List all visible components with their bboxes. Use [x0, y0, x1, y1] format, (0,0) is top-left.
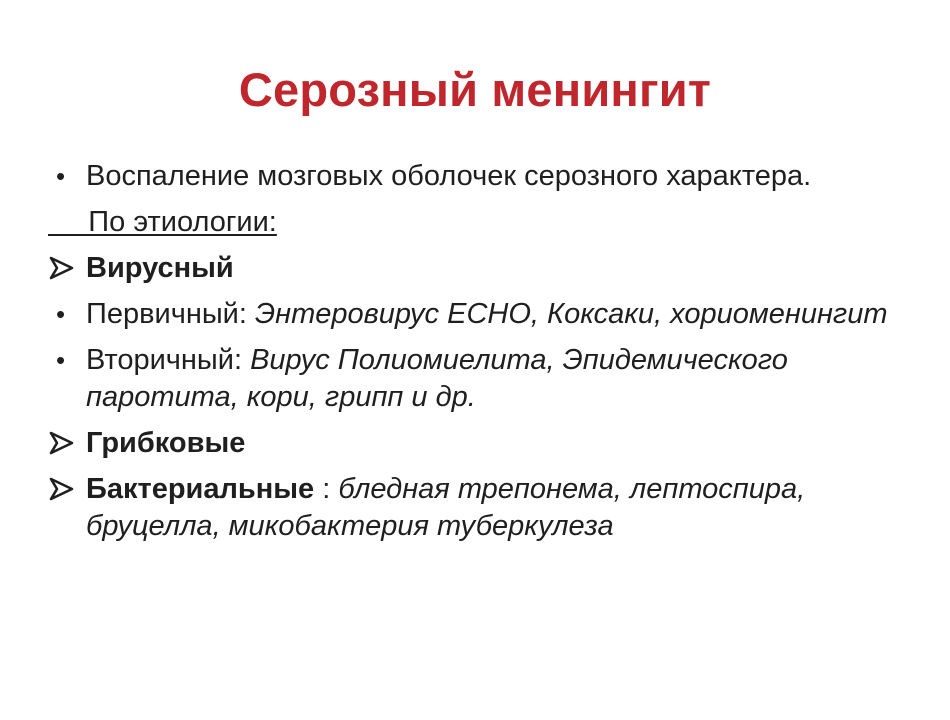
section-heading-text: По этиологии: — [48, 206, 277, 238]
arrow-bullet-icon — [48, 475, 80, 512]
list-item — [48, 250, 928, 287]
list-item-label: Первичный: — [86, 298, 255, 330]
list-item-text: Воспаление мозговых оболочек серозного характера. — [86, 160, 812, 192]
list-item — [48, 158, 928, 195]
bullet-dot-icon: • — [56, 299, 66, 329]
slide-title: Серозный менингит — [238, 63, 712, 116]
list-item-detail: Вирус Полиомиелита, Эпидемического паротита, кори, грипп и др. — [86, 344, 788, 413]
category-label: Вирусный — [86, 252, 234, 284]
list-item — [48, 342, 928, 416]
bullet-dot-icon: • — [56, 345, 66, 375]
arrow-bullet-icon — [48, 254, 80, 291]
list-item — [48, 296, 928, 333]
list-item-label: Вторичный: — [86, 344, 251, 376]
list-item — [48, 425, 928, 462]
list-item-detail: Энтеровирус ЕСНО, Коксаки, хориоменингит — [255, 298, 888, 330]
list-item — [48, 471, 928, 545]
section-heading — [48, 204, 928, 241]
separator: : — [314, 473, 339, 505]
bullet-dot-icon: • — [56, 161, 66, 191]
slide-content — [48, 158, 928, 554]
category-label: Бактериальные — [86, 473, 315, 505]
list-item-detail: бледная трепонема, лептоспира, бруцелла, микобактерия туберкулеза — [86, 473, 806, 542]
category-label: Грибковые — [86, 427, 246, 459]
arrow-bullet-icon — [48, 429, 80, 466]
